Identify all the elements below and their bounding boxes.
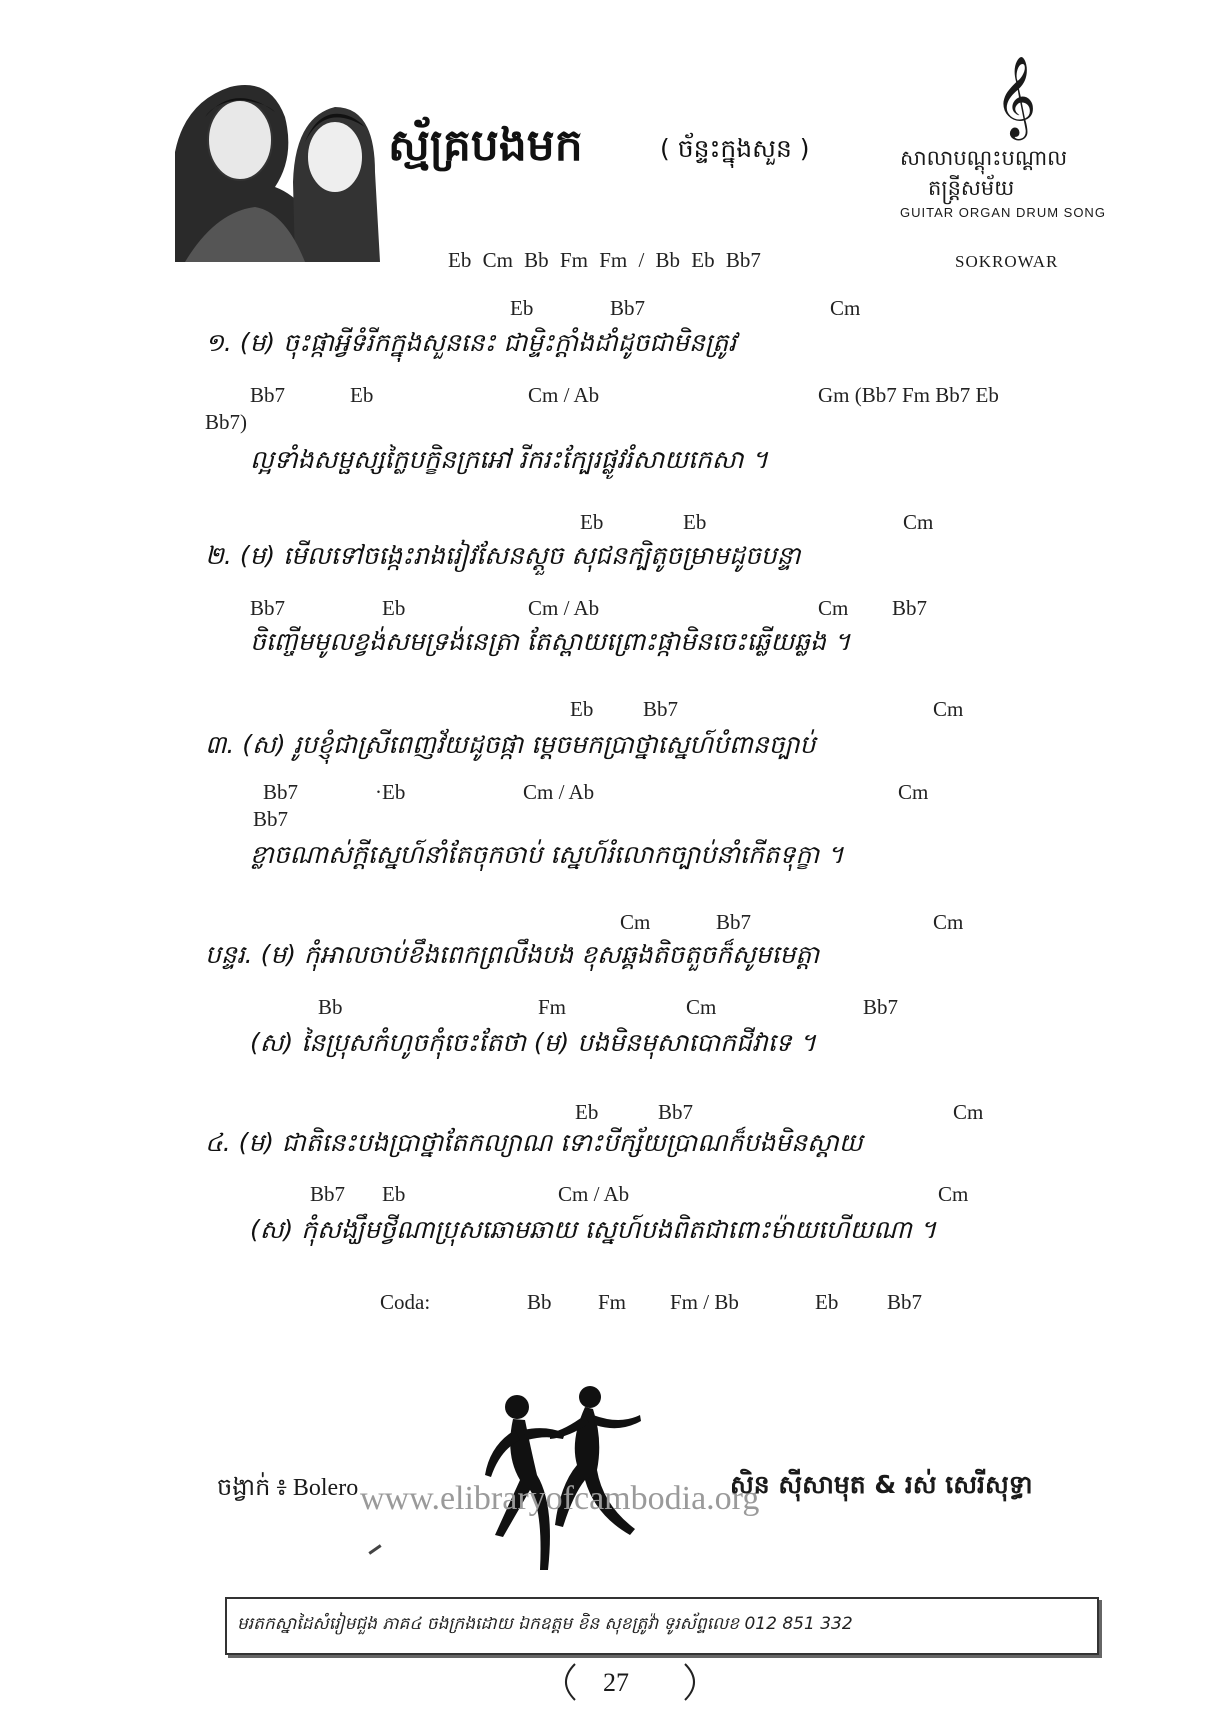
page-number: 27 [603, 1668, 629, 1697]
chord-label: Cm [938, 1182, 969, 1206]
lyric-line: ៤. (ម) ជាតិនេះបងប្រាថ្នាតែកល្យាណ ទោះបីក្ស័យប្រាណក៏បងមិនស្តាយ [205, 1128, 863, 1157]
lyric-line: ១. (ម) ចុះផ្កាអ្វីទំរីកក្នុងសួននេះ ជាម្ទិះក្តាំងដាំដូចជាមិនត្រូវ [205, 328, 737, 357]
intro-chords: Eb Cm Bb Fm Fm / Bb Eb Bb7 [448, 248, 761, 272]
chord-label: Cm / Ab [523, 780, 595, 804]
watermark: www.elibraryofcambodia.org [360, 1480, 760, 1517]
chord-label: Eb [350, 383, 374, 407]
chord-label: Eb [570, 697, 594, 721]
chord-label: Eb [382, 1182, 406, 1206]
chord-label: Cm [686, 995, 717, 1019]
rhythm-label: ចង្វាក់ ៖ Bolero [217, 1475, 359, 1501]
chord-label: Cm / Ab [528, 383, 600, 407]
chord-label: Eb [510, 296, 534, 320]
singers-photo [175, 62, 380, 262]
coda-chord: Fm / Bb [670, 1290, 739, 1314]
chord-label: Cm [620, 910, 651, 934]
chord-label: Bb7) [205, 410, 247, 434]
treble-clef-icon: 𝄞 [995, 55, 1037, 137]
chord-label: Bb7 [716, 910, 752, 934]
chord-label: Bb7 [250, 596, 286, 620]
chord-label: ·Eb [375, 780, 406, 804]
lyric-line: (ស) នៃប្រុសកំហូចកុំចេះតែថា (ម) បងមិនមុសាបោកជីវាទេ ។ [250, 1028, 816, 1057]
chord-label: Cm [830, 296, 861, 320]
lyric-line: បន្ទរ. (ម) កុំអាលចាប់ខឹងពេកព្រលឹងបង ខុសឆ្គងតិចតួចក៏សូមមេត្តា [205, 940, 820, 969]
lyric-line: ចិញ្ចើមមូលខ្វង់សមទ្រង់នេត្រា តែស្ពាយព្រោះផ្កាមិនចេះឆ្លើយឆ្លង ។ [250, 627, 851, 656]
song-title: ស្ម័គ្របងមក [388, 120, 583, 171]
singers-names: សិន ស៊ីសាមុត & រស់ សេរីសុទ្ធា [730, 1470, 1033, 1499]
chord-label: Bb7 [253, 807, 289, 831]
chord-label: Cm / Ab [558, 1182, 630, 1206]
chord-label: Eb [382, 596, 406, 620]
logo-subtitle: តន្ត្រីសម័យ [928, 176, 1015, 200]
lyric-line: ខ្លាចណាស់ក្តីស្នេហ៍នាំតែចុកចាប់ ស្នេហ៍រំលោកច្បាប់នាំកើតទុក្ខា ។ [250, 840, 844, 869]
chord-label: Gm (Bb7 Fm Bb7 Eb [818, 383, 999, 407]
school-logo [900, 55, 1106, 275]
chord-label: Cm [933, 697, 964, 721]
lyric-line: (ស) កុំសង្ឃឹមថ្វីណាប្រុសឆោមឆាយ ស្នេហ៍បងពិតជាពោះម៉ាយហើយណា ។ [250, 1215, 937, 1244]
chord-label: Cm [903, 510, 934, 534]
footer-text: មរតកស្នាដៃសំរៀមជួង ភាគ៤ ចងក្រងដោយ ឯកឧត្តម ខិន សុខត្រូវ៉ា ទូរស័ព្ទលេខ 012 851 332 [237, 1614, 853, 1634]
lyric-line: ២. (ម) មើលទៅចង្កេះរាងរៀវសែនស្តួច សុជនក្បិតូចម្រាមដូចបន្ទា [205, 541, 801, 570]
chord-label: Cm [933, 910, 964, 934]
chord-label: Bb7 [892, 596, 928, 620]
song-subtitle: ( ច័ន្ទះក្នុងសួន ) [660, 134, 810, 163]
lyric-line: ៣. (ស) រូបខ្ញុំជាស្រីពេញវ័យដូចផ្កា ម្តេចមកប្រាថ្នាស្នេហ៍បំពានច្បាប់ [205, 730, 816, 759]
chord-label: Bb7 [643, 697, 679, 721]
coda-chord: Bb [527, 1290, 552, 1314]
lyric-line: ល្អទាំងសម្ផស្សក្លៃបក្ខិនក្រអៅ រីករះក្បែរផ្លូវរំសាយកេសា ។ [250, 445, 768, 474]
chord-label: Bb7 [250, 383, 286, 407]
page-number-box [555, 1660, 705, 1704]
chord-label: Bb7 [863, 995, 899, 1019]
stray-mark [368, 1544, 381, 1554]
chord-label: Cm [953, 1100, 984, 1124]
chord-label: Cm [898, 780, 929, 804]
chord-label: Fm [538, 995, 567, 1019]
logo-school-text: សាលាបណ្តុះបណ្តាល [900, 146, 1068, 170]
logo-name: SOKROWAR [955, 252, 1059, 271]
chord-label: Bb [318, 995, 343, 1019]
coda-chord: Fm [598, 1290, 627, 1314]
logo-arc-text: GUITAR ORGAN DRUM SONG [900, 205, 1106, 220]
chord-label: Cm / Ab [528, 596, 600, 620]
chord-label: Cm [818, 596, 849, 620]
coda-chord: Eb [815, 1290, 839, 1314]
coda-chord: Bb7 [887, 1290, 923, 1314]
chord-label: Eb [683, 510, 707, 534]
chord-label: Eb [580, 510, 604, 534]
chord-label: Bb7 [658, 1100, 694, 1124]
chord-label: Bb7 [310, 1182, 346, 1206]
chord-label: Eb [575, 1100, 599, 1124]
coda-label: Coda: [380, 1290, 431, 1314]
chord-label: Bb7 [263, 780, 299, 804]
footer-box [225, 1597, 1099, 1655]
chord-label: Bb7 [610, 296, 646, 320]
